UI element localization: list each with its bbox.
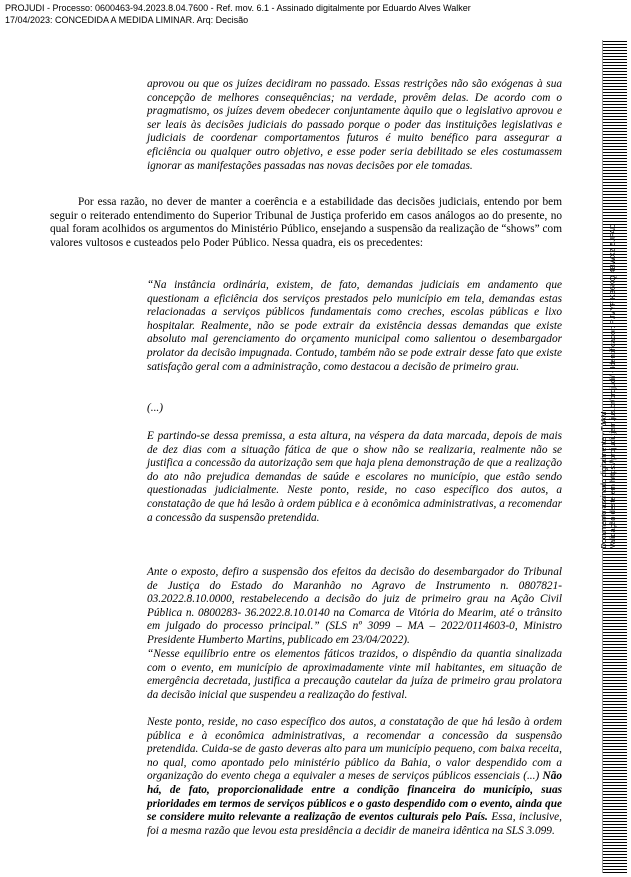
side-signed-line: Documento assinado digitalmente - TJAM: [599, 411, 608, 549]
side-validation-line: Validação deste em https://projudi.tjam.jus.br/projudi/ - Identificador: PJVYF K36KQ 4BWXZ 5JFAD: [608, 223, 617, 549]
header-process-line: PROJUDI - Processo: 0600463-94.2023.8.04.7600 - Ref. mov. 6.1 - Assinado digitalmente por Eduardo Alves Walker: [5, 3, 471, 13]
quote-pragmatism: aprovou ou que os juízes decidiram no passado. Essas restrições não são exógenas à sua concepção de melhores consequências; na verdade, provêm delas. De acordo com o pragmatismo, os juízes devem obedecer conjuntamente àquilo que o legislativo aprovou e ser leais às decisões judiciais do passado porque o poder das instituições legislativas e judiciais de coordenar comportamentos futuros é muito benéfico para assegurar a eficiência ou qualquer outro objetivo, e esse poder seria debilitado se eles costumassem ignorar as manifestações passadas nas novas decisões por ele tomadas.: [147, 78, 562, 172]
quote-stj-demands: “Na instância ordinária, existem, de fato, demandas judiciais em andamento que questionam a eficiência dos serviços prestados pelo município em tela, demandas estas relacionadas a serviços públicos fundamentais como creches, escolas públicas e lixo hospitalar. Realmente, não se pode extrair da existência dessas demandas que existe absoluto mal gerenciamento do orçamento municipal como salientou o desembargador prolator da decisão impugnada. Contudo, também não se pode extrair desse fato que existe satisfação geral com a administração, como destacou a decisão de primeiro grau.: [147, 279, 562, 373]
quote-specific-case-emphasis: Não há, de fato, proporcionalidade entre a condição financeira do município, suas prioridades em termos de serviços públicos e o gasto despendido com o evento, ainda que se considere muito relevante a realização de eventos culturais pelo País.: [147, 770, 562, 824]
quote-ellipsis: (...): [147, 402, 163, 414]
document-header: [5, 2, 471, 26]
body-paragraph-coherence: Por essa razão, no dever de manter a coerência e a estabilidade das decisões judiciais, entendo por bem seguir o reiterado entendimento do Superior Tribunal de Justiça proferido em casos análogos ao do presente, no qual foram acolhidos os argumentos do Ministério Público, ensejando a suspensão da realização de “shows” com valores vultosos e custeados pelo Poder Público. Nessa quadra, eis os precedentes:: [50, 196, 562, 249]
quote-specific-case: [147, 716, 562, 838]
quote-specific-case-lead: Neste ponto, reside, no caso específico dos autos, a constatação de que há lesão à ordem pública e à econômica administrativas, a recomendar a concessão da suspensão pretendida. Cuida-se de gasto deveras alto para um município pequeno, com baixa receita, no qual, como apontado pelo ministério público da Bahia, o valor despendido com a organização do evento chega a equivaler a meses de serviços públicos essenciais (...): [147, 716, 562, 783]
header-decision-line: 17/04/2023: CONCEDIDA A MEDIDA LIMINAR. Arq: Decisão: [5, 15, 249, 25]
quote-ruling: Ante o exposto, defiro a suspensão dos efeitos da decisão do desembargador do Tribunal de Justiça do Estado do Maranhão no Agravo de Instrumento n. 0807821-03.2022.8.10.0000, restabelecendo a decisão do juiz de primeiro grau na Ação Civil Pública n. 0800283- 36.2022.8.10.0140 na Comarca de Vitória do Mearim, até o trânsito em julgado do processo principal.” (SLS nº 3099 – MA – 2022/0114603-0, Ministro Presidente Humberto Martins, publicado em 23/04/2022).: [147, 566, 562, 646]
quote-specific-case-tail: Essa, inclusive, foi a mesma razão que levou esta presidência a decidir de maneira idêntica na SLS 3.099.: [147, 811, 563, 837]
quote-premise: E partindo-se dessa premissa, a esta altura, na véspera da data marcada, depois de mais de dez dias com a situação fática de que o show não se realizaria, realmente não se justifica a concessão da autorização sem que haja plena demonstração de que a realização do ato não prejudica demandas de saúde e escolares no município, que estão sendo questionadas judicialmente. Neste ponto, reside, no caso específico dos autos, a constatação de que há lesão à ordem pública e à econômica administrativas, a recomendar a concessão da suspensão pretendida.: [147, 430, 562, 524]
quote-balance: “Nesse equilíbrio entre os elementos fáticos trazidos, o dispêndio da quantia sinalizada com o evento, em município de aproximadamente vinte mil habitantes, em situação de emergência decretada, justifica a precaução cautelar da juíza de primeiro grau prolatora da decisão inicial que suspendeu a realização do festival.: [147, 648, 562, 701]
